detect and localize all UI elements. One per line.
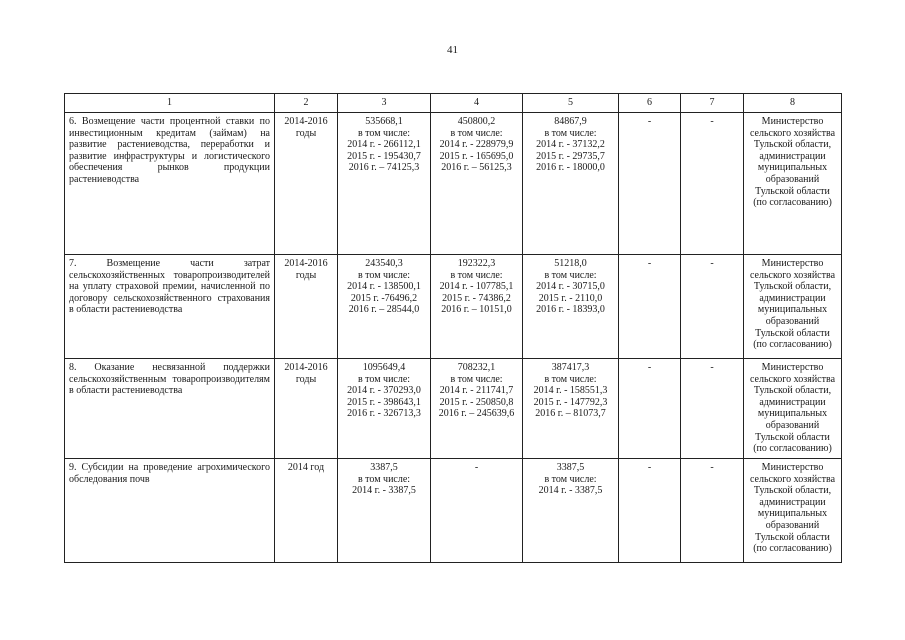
program-table [64, 93, 842, 563]
total-funding-cell-line: 2015 г. - 195430,7 [347, 150, 421, 162]
regional-funding-cell-line: 51218,0 [554, 258, 587, 269]
total-funding-cell-line: в том числе: [357, 473, 411, 485]
executor-cell-line: муниципальных [757, 508, 828, 520]
table-row [65, 113, 842, 255]
federal-funding-cell [431, 255, 523, 359]
executor-cell-line: Тульской области, [753, 139, 832, 151]
regional-funding-cell-line: 2014 г. - 3387,5 [538, 485, 603, 497]
total-funding-cell-line: 2014 г. - 138500,1 [347, 281, 421, 293]
regional-funding-cell-line: в том числе: [544, 473, 597, 485]
regional-funding-cell-line: 387417,3 [551, 362, 590, 373]
executor-cell-line: сельского хозяйства [749, 373, 836, 385]
executor-cell-line: муниципальных [757, 408, 828, 420]
executor-cell-line: администрации [759, 292, 826, 304]
regional-funding-cell-line: 2014 г. - 158551,3 [533, 385, 608, 397]
header-cell: 7 [681, 94, 744, 113]
total-funding-cell-line: в том числе: [357, 127, 411, 139]
total-funding-cell-line: в том числе: [357, 269, 411, 281]
period-cell: 2014-2016 годы [275, 359, 338, 459]
measure-name-cell: 6. Возмещение части процентной ставки по инвестиционным кредитам (займам) на развитие растениеводства, переработки и развитие инфраструктуры и логистического обеспечения рынков продукции растениеводства [65, 113, 275, 255]
total-funding-cell-line: 2016 г. - 326713,3 [347, 408, 421, 420]
col6-cell: - [619, 459, 681, 563]
executor-cell-line: сельского хозяйства [749, 473, 836, 485]
executor-cell-line: Тульской области, [753, 485, 832, 497]
col7-cell: - [681, 459, 744, 563]
executor-cell-line: Министерство [761, 116, 824, 127]
executor-cell-line: Тульской области [755, 185, 830, 197]
federal-funding-cell [431, 459, 523, 563]
measure-name-cell: 8. Оказание несвязанной поддержки сельскохозяйственным товаропроизводителям в области растениеводства [65, 359, 275, 459]
regional-funding-cell [523, 113, 619, 255]
regional-funding-cell-line: 2015 г. - 2110,0 [538, 292, 603, 304]
regional-funding-cell-line: 3387,5 [556, 462, 585, 473]
measure-name-cell: 9. Субсидии на проведение агрохимического обследования почв [65, 459, 275, 563]
measure-name-cell: 7. Возмещение части затрат сельскохозяйственных товаропроизводителей на уплату страховой премии, начисленной по договору сельскохозяйственного страхования в области растениеводства [65, 255, 275, 359]
federal-funding-cell-line: 708232,1 [457, 362, 496, 373]
regional-funding-cell-line: 2015 г. - 147792,3 [533, 396, 608, 408]
federal-funding-cell-line: в том числе: [450, 127, 503, 139]
total-funding-cell-line: в том числе: [357, 373, 411, 385]
col7-cell: - [681, 255, 744, 359]
federal-funding-cell-line: 2016 г. – 56125,3 [441, 162, 512, 174]
federal-funding-cell-line: в том числе: [450, 269, 503, 281]
executor-cell-line: Тульской области [755, 327, 830, 339]
regional-funding-cell-line: в том числе: [544, 127, 597, 139]
header-cell: 5 [523, 94, 619, 113]
regional-funding-cell-line: 2014 г. - 30715,0 [536, 281, 605, 293]
federal-funding-cell-line: - [474, 462, 479, 473]
header-cell: 4 [431, 94, 523, 113]
total-funding-cell [338, 459, 431, 563]
total-funding-cell-line: 535668,1 [365, 116, 403, 127]
executor-cell-line: (по согласованию) [753, 543, 832, 555]
col7-cell: - [681, 113, 744, 255]
header-cell: 8 [744, 94, 842, 113]
federal-funding-cell [431, 113, 523, 255]
executor-cell-line: (по согласованию) [753, 443, 832, 455]
executor-cell-line: администрации [759, 496, 826, 508]
executor-cell-line: администрации [759, 150, 826, 162]
regional-funding-cell-line: 2014 г. - 37132,2 [536, 139, 605, 151]
federal-funding-cell-line: в том числе: [450, 373, 503, 385]
executor-cell-line: Министерство [761, 462, 824, 473]
executor-cell [744, 359, 842, 459]
federal-funding-cell [431, 359, 523, 459]
executor-cell-line: Министерство [761, 258, 824, 269]
executor-cell-line: образований [765, 173, 820, 185]
total-funding-cell-line: 2014 г. - 3387,5 [352, 485, 416, 497]
federal-funding-cell-line: 2014 г. - 211741,7 [439, 385, 514, 397]
regional-funding-cell [523, 255, 619, 359]
regional-funding-cell [523, 359, 619, 459]
executor-cell [744, 255, 842, 359]
executor-cell-line: муниципальных [757, 162, 828, 174]
executor-cell-line: Тульской области, [753, 385, 832, 397]
header-row [65, 94, 842, 113]
header-cell: 3 [338, 94, 431, 113]
federal-funding-cell-line: 2014 г. - 228979,9 [439, 139, 514, 151]
table-row [65, 255, 842, 359]
executor-cell-line: образований [765, 315, 820, 327]
total-funding-cell-line: 1095649,4 [362, 362, 406, 373]
executor-cell-line: администрации [759, 396, 826, 408]
regional-funding-cell-line: в том числе: [544, 373, 597, 385]
regional-funding-cell-line: 2015 г. - 29735,7 [536, 150, 605, 162]
table-row [65, 459, 842, 563]
total-funding-cell-line: 2015 г. - 398643,1 [347, 396, 421, 408]
executor-cell-line: Тульской области [755, 531, 830, 543]
federal-funding-cell-line: 2015 г. - 250850,8 [439, 396, 514, 408]
total-funding-cell [338, 359, 431, 459]
total-funding-cell [338, 113, 431, 255]
total-funding-cell-line: 2014 г. - 266112,1 [347, 139, 421, 151]
executor-cell-line: Тульской области, [753, 281, 832, 293]
total-funding-cell-line: 3387,5 [370, 462, 398, 473]
executor-cell [744, 459, 842, 563]
executor-cell-line: (по согласованию) [753, 197, 832, 209]
regional-funding-cell-line: в том числе: [544, 269, 597, 281]
col6-cell: - [619, 113, 681, 255]
executor-cell-line: муниципальных [757, 304, 828, 316]
total-funding-cell-line: 2014 г. - 370293,0 [347, 385, 421, 397]
period-cell: 2014-2016 годы [275, 255, 338, 359]
regional-funding-cell-line: 84867,9 [554, 116, 587, 127]
regional-funding-cell-line: 2016 г. - 18393,0 [536, 304, 605, 316]
col6-cell: - [619, 255, 681, 359]
header-cell: 6 [619, 94, 681, 113]
federal-funding-cell-line: 2016 г. – 245639,6 [438, 408, 515, 420]
executor-cell-line: образований [765, 519, 820, 531]
regional-funding-cell-line: 2016 г. – 81073,7 [535, 408, 606, 420]
federal-funding-cell-line: 2014 г. - 107785,1 [439, 281, 514, 293]
col7-cell: - [681, 359, 744, 459]
executor-cell-line: Министерство [761, 362, 824, 373]
executor-cell-line: (по согласованию) [753, 339, 832, 351]
col6-cell: - [619, 359, 681, 459]
federal-funding-cell-line: 2016 г. – 10151,0 [441, 304, 512, 316]
executor-cell-line: образований [765, 419, 820, 431]
federal-funding-cell-line: 192322,3 [457, 258, 496, 269]
total-funding-cell-line: 2015 г. -76496,2 [350, 292, 418, 304]
federal-funding-cell-line: 2015 г. - 74386,2 [442, 292, 511, 304]
header-cell: 1 [65, 94, 275, 113]
executor-cell [744, 113, 842, 255]
total-funding-cell-line: 2016 г. – 28544,0 [348, 304, 420, 316]
executor-cell-line: сельского хозяйства [749, 269, 836, 281]
header-cell: 2 [275, 94, 338, 113]
total-funding-cell-line: 2016 г. – 74125,3 [348, 162, 420, 174]
total-funding-cell [338, 255, 431, 359]
executor-cell-line: сельского хозяйства [749, 127, 836, 139]
total-funding-cell-line: 243540,3 [365, 258, 403, 269]
regional-funding-cell-line: 2016 г. - 18000,0 [536, 162, 605, 174]
page-number: 41 [447, 44, 458, 56]
federal-funding-cell-line: 2015 г. - 165695,0 [439, 150, 514, 162]
table-row [65, 359, 842, 459]
period-cell: 2014 год [275, 459, 338, 563]
executor-cell-line: Тульской области [755, 431, 830, 443]
period-cell: 2014-2016 годы [275, 113, 338, 255]
federal-funding-cell-line: 450800,2 [457, 116, 496, 127]
regional-funding-cell [523, 459, 619, 563]
